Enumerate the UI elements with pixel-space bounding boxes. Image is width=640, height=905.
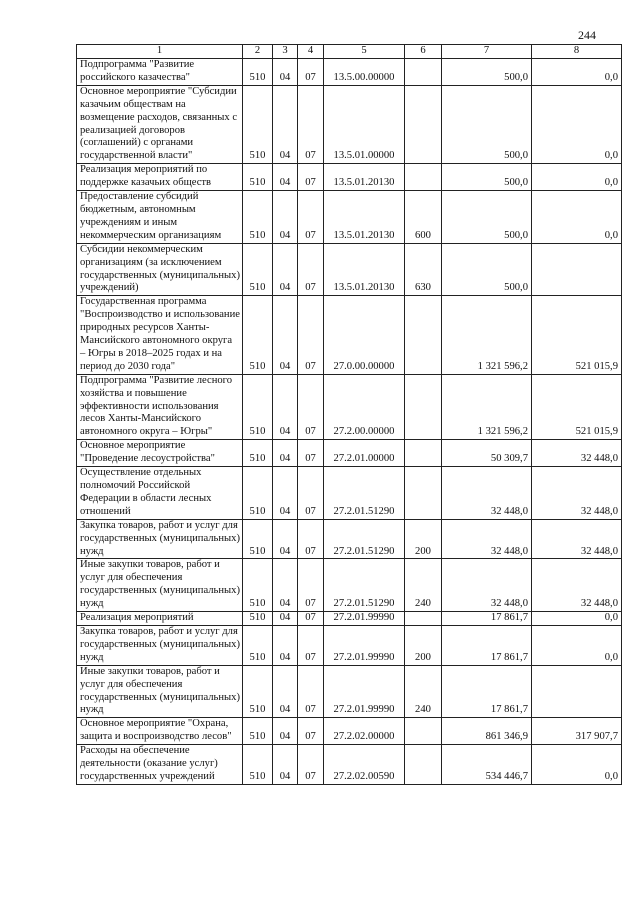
row-section-cell: 04 bbox=[273, 665, 298, 718]
page-number: 244 bbox=[578, 28, 596, 42]
row-section-cell: 04 bbox=[273, 440, 298, 467]
row-name-cell: Предоставление субсидий бюджетным, автономным учреждениям и иным некоммерческим организациям bbox=[77, 191, 243, 244]
row-expense-type-cell: 200 bbox=[405, 625, 442, 665]
row-target-article-cell: 13.5.00.00000 bbox=[324, 59, 405, 86]
row-amount-2-cell: 0,0 bbox=[532, 164, 622, 191]
row-name-cell: Основное мероприятие "Охрана, защита и воспроизводство лесов" bbox=[77, 718, 243, 745]
row-ministry-code-cell: 510 bbox=[243, 243, 273, 296]
row-subsection-cell: 07 bbox=[298, 665, 324, 718]
row-subsection-cell: 07 bbox=[298, 243, 324, 296]
row-section-cell: 04 bbox=[273, 467, 298, 520]
row-subsection-cell: 07 bbox=[298, 612, 324, 626]
row-amount-1-cell: 50 309,7 bbox=[442, 440, 532, 467]
row-section-cell: 04 bbox=[273, 164, 298, 191]
row-section-cell: 04 bbox=[273, 243, 298, 296]
row-section-cell: 04 bbox=[273, 559, 298, 612]
row-subsection-cell: 07 bbox=[298, 745, 324, 785]
row-ministry-code-cell: 510 bbox=[243, 440, 273, 467]
row-amount-1-cell: 500,0 bbox=[442, 59, 532, 86]
row-amount-2-cell: 0,0 bbox=[532, 745, 622, 785]
row-amount-1-cell: 17 861,7 bbox=[442, 665, 532, 718]
row-subsection-cell: 07 bbox=[298, 440, 324, 467]
row-subsection-cell: 07 bbox=[298, 85, 324, 163]
row-expense-type-cell: 200 bbox=[405, 519, 442, 559]
row-amount-1-cell: 500,0 bbox=[442, 85, 532, 163]
row-amount-1-cell: 500,0 bbox=[442, 243, 532, 296]
table-row bbox=[77, 374, 622, 440]
header-col-8: 8 bbox=[532, 45, 622, 59]
row-amount-1-cell: 861 346,9 bbox=[442, 718, 532, 745]
row-subsection-cell: 07 bbox=[298, 374, 324, 440]
table-row bbox=[77, 745, 622, 785]
table-row bbox=[77, 519, 622, 559]
row-expense-type-cell: 240 bbox=[405, 665, 442, 718]
row-subsection-cell: 07 bbox=[298, 59, 324, 86]
row-name-cell: Основное мероприятие "Субсидии казачьим обществам на возмещение расходов, связанных с реализацией договоров (соглашений) с органами государственной власти" bbox=[77, 85, 243, 163]
row-ministry-code-cell: 510 bbox=[243, 374, 273, 440]
row-expense-type-cell bbox=[405, 85, 442, 163]
row-subsection-cell: 07 bbox=[298, 519, 324, 559]
row-expense-type-cell bbox=[405, 164, 442, 191]
row-section-cell: 04 bbox=[273, 296, 298, 374]
row-ministry-code-cell: 510 bbox=[243, 665, 273, 718]
row-amount-1-cell: 32 448,0 bbox=[442, 467, 532, 520]
row-subsection-cell: 07 bbox=[298, 164, 324, 191]
row-name-cell: Осуществление отдельных полномочий Российской Федерации в области лесных отношений bbox=[77, 467, 243, 520]
row-section-cell: 04 bbox=[273, 191, 298, 244]
table-row bbox=[77, 625, 622, 665]
row-ministry-code-cell: 510 bbox=[243, 718, 273, 745]
header-col-2: 2 bbox=[243, 45, 273, 59]
row-name-cell: Закупка товаров, работ и услуг для государственных (муниципальных) нужд bbox=[77, 625, 243, 665]
row-subsection-cell: 07 bbox=[298, 718, 324, 745]
row-amount-1-cell: 32 448,0 bbox=[442, 559, 532, 612]
row-target-article-cell: 13.5.01.20130 bbox=[324, 191, 405, 244]
row-target-article-cell: 27.2.01.51290 bbox=[324, 467, 405, 520]
row-target-article-cell: 27.2.01.51290 bbox=[324, 559, 405, 612]
header-col-4: 4 bbox=[298, 45, 324, 59]
row-section-cell: 04 bbox=[273, 519, 298, 559]
row-amount-2-cell: 0,0 bbox=[532, 59, 622, 86]
row-ministry-code-cell: 510 bbox=[243, 559, 273, 612]
row-section-cell: 04 bbox=[273, 59, 298, 86]
row-name-cell: Субсидии некоммерческим организациям (за исключением государственных (муниципальных) учреждений) bbox=[77, 243, 243, 296]
row-ministry-code-cell: 510 bbox=[243, 519, 273, 559]
table-row bbox=[77, 665, 622, 718]
row-amount-2-cell: 0,0 bbox=[532, 191, 622, 244]
row-target-article-cell: 27.2.01.99990 bbox=[324, 665, 405, 718]
row-amount-2-cell: 32 448,0 bbox=[532, 440, 622, 467]
row-amount-1-cell: 500,0 bbox=[442, 191, 532, 244]
row-expense-type-cell bbox=[405, 467, 442, 520]
table-row bbox=[77, 440, 622, 467]
row-target-article-cell: 27.2.01.99990 bbox=[324, 625, 405, 665]
table-row bbox=[77, 559, 622, 612]
header-col-1: 1 bbox=[77, 45, 243, 59]
row-amount-2-cell: 0,0 bbox=[532, 85, 622, 163]
row-amount-1-cell: 534 446,7 bbox=[442, 745, 532, 785]
row-amount-1-cell: 17 861,7 bbox=[442, 625, 532, 665]
row-subsection-cell: 07 bbox=[298, 296, 324, 374]
header-col-6: 6 bbox=[405, 45, 442, 59]
row-expense-type-cell: 240 bbox=[405, 559, 442, 612]
table-row bbox=[77, 718, 622, 745]
table-row bbox=[77, 467, 622, 520]
row-expense-type-cell bbox=[405, 296, 442, 374]
row-name-cell: Реализация мероприятий bbox=[77, 612, 243, 626]
row-amount-2-cell: 521 015,9 bbox=[532, 374, 622, 440]
row-expense-type-cell bbox=[405, 374, 442, 440]
row-target-article-cell: 27.2.01.00000 bbox=[324, 440, 405, 467]
budget-table bbox=[76, 44, 622, 785]
row-ministry-code-cell: 510 bbox=[243, 85, 273, 163]
table-header-row bbox=[77, 45, 622, 59]
row-target-article-cell: 27.2.02.00590 bbox=[324, 745, 405, 785]
row-amount-2-cell: 521 015,9 bbox=[532, 296, 622, 374]
row-amount-2-cell bbox=[532, 665, 622, 718]
row-name-cell: Реализация мероприятий по поддержке казачьих обществ bbox=[77, 164, 243, 191]
row-expense-type-cell bbox=[405, 59, 442, 86]
row-amount-1-cell: 500,0 bbox=[442, 164, 532, 191]
row-expense-type-cell bbox=[405, 745, 442, 785]
row-section-cell: 04 bbox=[273, 745, 298, 785]
table-row bbox=[77, 612, 622, 626]
row-ministry-code-cell: 510 bbox=[243, 467, 273, 520]
table-row bbox=[77, 85, 622, 163]
table-row bbox=[77, 59, 622, 86]
row-name-cell: Иные закупки товаров, работ и услуг для обеспечения государственных (муниципальных) нужд bbox=[77, 665, 243, 718]
row-name-cell: Государственная программа "Воспроизводство и использование природных ресурсов Ханты-Мансийского автономного округа – Югры в 2018–2025 годах и на период до 2030 года" bbox=[77, 296, 243, 374]
row-amount-2-cell: 32 448,0 bbox=[532, 519, 622, 559]
row-ministry-code-cell: 510 bbox=[243, 164, 273, 191]
row-section-cell: 04 bbox=[273, 85, 298, 163]
row-subsection-cell: 07 bbox=[298, 191, 324, 244]
row-target-article-cell: 27.2.01.99990 bbox=[324, 612, 405, 626]
row-name-cell: Основное мероприятие "Проведение лесоустройства" bbox=[77, 440, 243, 467]
table-row bbox=[77, 243, 622, 296]
row-ministry-code-cell: 510 bbox=[243, 296, 273, 374]
row-amount-2-cell: 32 448,0 bbox=[532, 559, 622, 612]
row-ministry-code-cell: 510 bbox=[243, 191, 273, 244]
header-col-3: 3 bbox=[273, 45, 298, 59]
row-amount-2-cell bbox=[532, 243, 622, 296]
row-name-cell: Иные закупки товаров, работ и услуг для обеспечения государственных (муниципальных) нужд bbox=[77, 559, 243, 612]
table-row bbox=[77, 191, 622, 244]
row-target-article-cell: 27.2.02.00000 bbox=[324, 718, 405, 745]
table-row bbox=[77, 296, 622, 374]
row-amount-1-cell: 1 321 596,2 bbox=[442, 374, 532, 440]
header-col-7: 7 bbox=[442, 45, 532, 59]
row-target-article-cell: 13.5.01.20130 bbox=[324, 243, 405, 296]
row-section-cell: 04 bbox=[273, 374, 298, 440]
row-target-article-cell: 27.2.01.51290 bbox=[324, 519, 405, 559]
row-amount-1-cell: 32 448,0 bbox=[442, 519, 532, 559]
row-amount-2-cell: 32 448,0 bbox=[532, 467, 622, 520]
row-ministry-code-cell: 510 bbox=[243, 59, 273, 86]
row-name-cell: Подпрограмма "Развитие российского казачества" bbox=[77, 59, 243, 86]
row-ministry-code-cell: 510 bbox=[243, 612, 273, 626]
row-expense-type-cell bbox=[405, 440, 442, 467]
table-row bbox=[77, 164, 622, 191]
row-amount-2-cell: 0,0 bbox=[532, 612, 622, 626]
row-expense-type-cell: 600 bbox=[405, 191, 442, 244]
row-name-cell: Расходы на обеспечение деятельности (оказание услуг) государственных учреждений bbox=[77, 745, 243, 785]
row-expense-type-cell bbox=[405, 612, 442, 626]
row-amount-1-cell: 17 861,7 bbox=[442, 612, 532, 626]
row-expense-type-cell: 630 bbox=[405, 243, 442, 296]
row-amount-1-cell: 1 321 596,2 bbox=[442, 296, 532, 374]
row-target-article-cell: 27.2.00.00000 bbox=[324, 374, 405, 440]
row-target-article-cell: 13.5.01.00000 bbox=[324, 85, 405, 163]
row-name-cell: Закупка товаров, работ и услуг для государственных (муниципальных) нужд bbox=[77, 519, 243, 559]
row-expense-type-cell bbox=[405, 718, 442, 745]
row-ministry-code-cell: 510 bbox=[243, 625, 273, 665]
header-col-5: 5 bbox=[324, 45, 405, 59]
row-subsection-cell: 07 bbox=[298, 625, 324, 665]
row-subsection-cell: 07 bbox=[298, 559, 324, 612]
row-section-cell: 04 bbox=[273, 718, 298, 745]
row-target-article-cell: 13.5.01.20130 bbox=[324, 164, 405, 191]
row-amount-2-cell: 317 907,7 bbox=[532, 718, 622, 745]
row-name-cell: Подпрограмма "Развитие лесного хозяйства и повышение эффективности использования лесов Ханты-Мансийского автономного округа – Югры" bbox=[77, 374, 243, 440]
row-amount-2-cell: 0,0 bbox=[532, 625, 622, 665]
row-ministry-code-cell: 510 bbox=[243, 745, 273, 785]
row-target-article-cell: 27.0.00.00000 bbox=[324, 296, 405, 374]
row-section-cell: 04 bbox=[273, 612, 298, 626]
row-subsection-cell: 07 bbox=[298, 467, 324, 520]
row-section-cell: 04 bbox=[273, 625, 298, 665]
